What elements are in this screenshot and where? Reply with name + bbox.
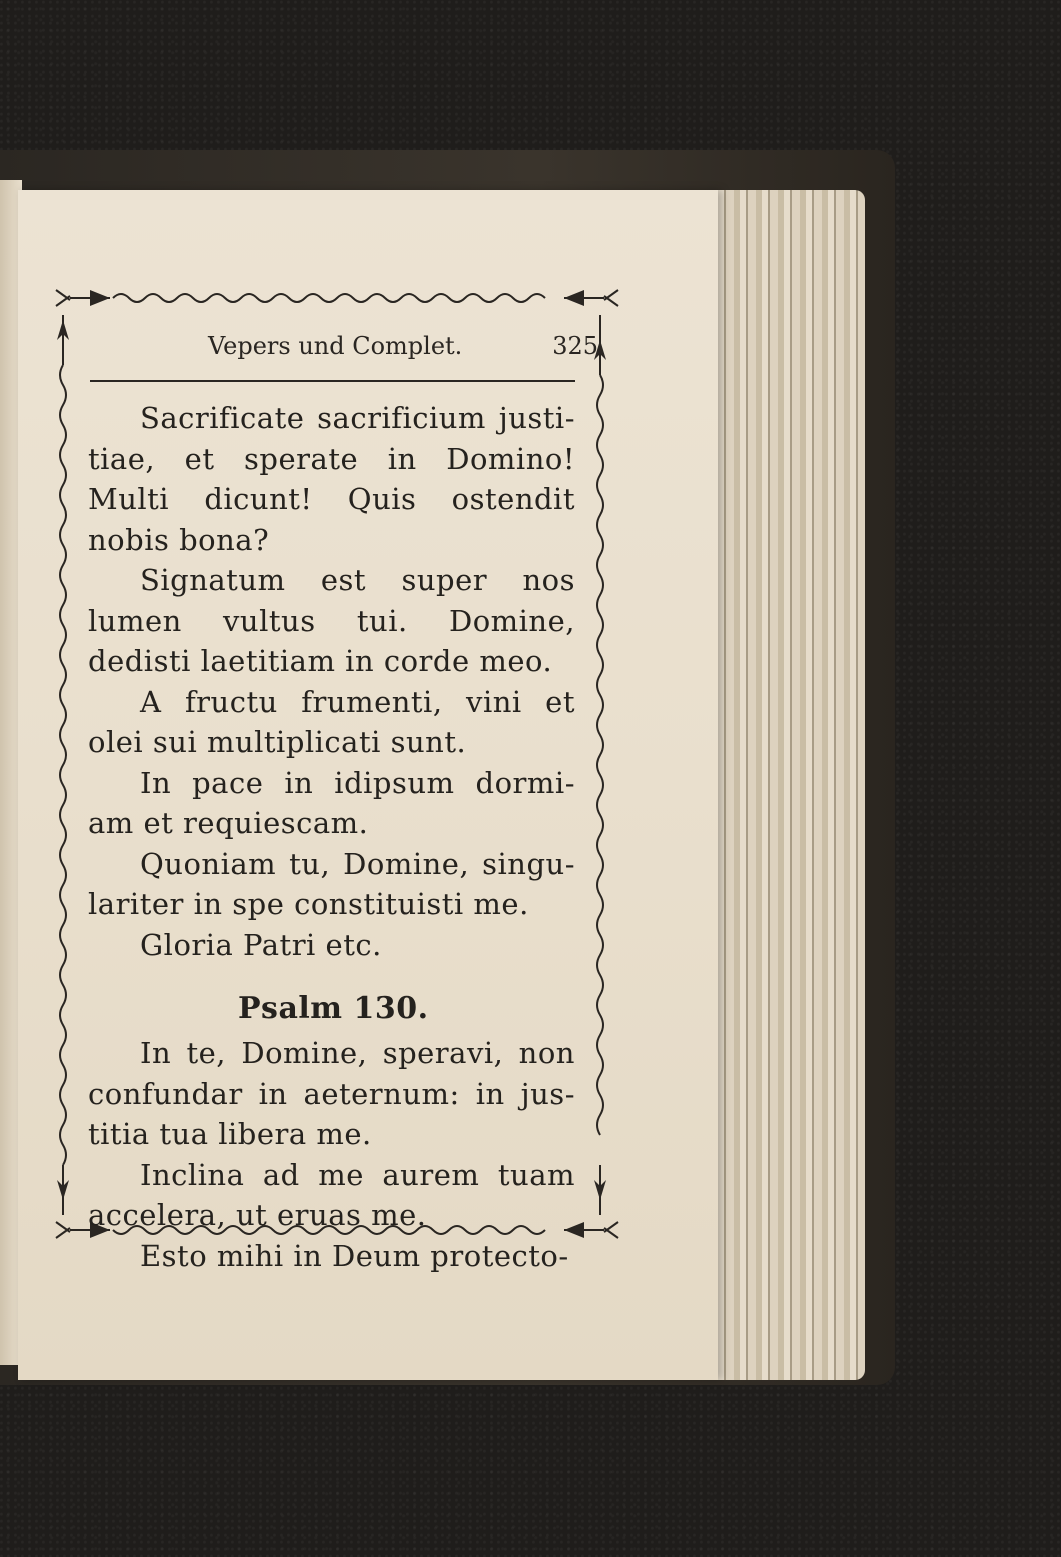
paragraph xyxy=(88,1236,575,1277)
top-left-ornament xyxy=(56,290,110,365)
paragraph xyxy=(88,560,575,682)
passage-1 xyxy=(88,398,575,965)
paragraph xyxy=(88,682,575,763)
text-line: Gloria Patri etc. xyxy=(140,927,382,962)
passage-2 xyxy=(88,1033,575,1276)
text-line: Quoniam tu, Domine, singu- xyxy=(140,846,575,881)
text-line: In pace in idipsum dormi- xyxy=(140,765,575,800)
text-line: In te, Domine, speravi, non xyxy=(140,1036,575,1070)
paragraph xyxy=(88,925,575,966)
text-line: lumen vultus tui. Domine, xyxy=(88,603,575,638)
running-title: Vepers und Complet. xyxy=(208,332,463,360)
text-line: am et requiescam. xyxy=(88,806,369,840)
text-line: Signatum est super nos xyxy=(140,563,575,597)
text-line: titia tua libera me. xyxy=(88,1117,372,1151)
body-text xyxy=(88,398,575,1276)
text-line: Sacrificate sacrificium justi- xyxy=(140,401,575,435)
text-line: Esto mihi in Deum protecto- xyxy=(140,1238,569,1273)
text-line: tiae, et sperate in Domino! xyxy=(88,441,575,476)
text-line: accelera, ut eruas me. xyxy=(88,1198,427,1232)
running-header xyxy=(208,332,598,360)
paragraph xyxy=(88,1155,575,1236)
left-wave-line xyxy=(60,365,66,1165)
text-line: lariter in spe constituisti me. xyxy=(88,887,529,921)
paragraph xyxy=(88,763,575,844)
text-line: nobis bona? xyxy=(88,522,270,557)
psalm-heading: Psalm 130. xyxy=(238,991,429,1026)
text-line: A fructu frumenti, vini et xyxy=(140,684,575,719)
paragraph xyxy=(88,844,575,925)
top-wave-line xyxy=(113,294,545,302)
text-line: Inclina ad me aurem tuam xyxy=(140,1157,575,1192)
book-page xyxy=(18,190,718,1380)
paragraph xyxy=(88,1033,575,1155)
page-number: 325 xyxy=(552,332,598,360)
text-line: dedisti laetitiam in corde meo. xyxy=(88,644,553,678)
header-rule xyxy=(90,380,575,382)
text-line: confundar in aeternum: in jus- xyxy=(88,1076,575,1111)
text-line: Multi dicunt! Quis ostendit xyxy=(88,482,575,516)
right-wave-line xyxy=(597,375,603,1135)
text-line: olei sui multiplicati sunt. xyxy=(88,725,467,759)
paragraph xyxy=(88,398,575,560)
